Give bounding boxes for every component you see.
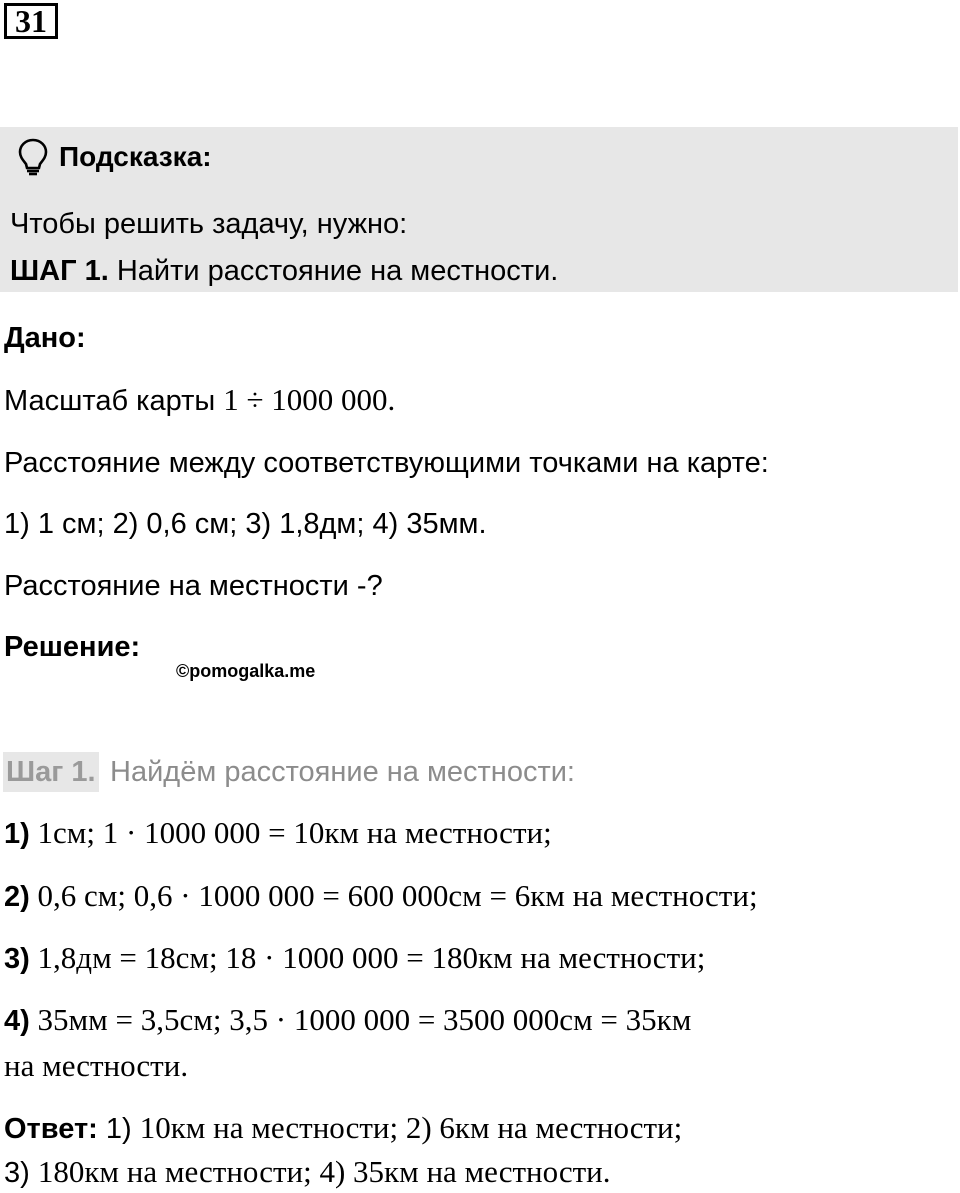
answer-line-2-text: 180км на местности; 4) 35км на местности. xyxy=(37,1154,611,1189)
hint-intro: Чтобы решить задачу, нужно: xyxy=(10,208,408,240)
hint-step xyxy=(10,251,558,291)
line-text: 1см; 1 · 1000 000 = 10км на местности; xyxy=(29,815,552,850)
solution-title: Решение: xyxy=(4,631,141,663)
solution-line-2 xyxy=(4,876,758,917)
solution-line-1 xyxy=(4,813,552,854)
given-scale xyxy=(4,380,395,421)
line-number: 2) xyxy=(4,881,30,913)
watermark: ©pomogalka.me xyxy=(176,661,316,681)
line-number: 4) xyxy=(4,1005,30,1037)
hint-title: Подсказка: xyxy=(59,141,212,172)
given-question: Расстояние на местности -? xyxy=(4,570,383,602)
solution-step-label: Шаг 1. xyxy=(3,752,99,792)
given-title: Дано: xyxy=(4,322,86,354)
task-number: 31 xyxy=(4,3,58,39)
answer-item-1-num: 1) xyxy=(97,1113,140,1145)
solution-line-4-continuation: на местности. xyxy=(4,1048,189,1083)
solution-line-3 xyxy=(4,938,705,979)
answer-line-2 xyxy=(4,1152,611,1193)
hint-step-label: ШАГ 1. xyxy=(10,255,109,287)
answer-line-1 xyxy=(4,1108,682,1149)
scale-value: 1 ÷ 1000 000. xyxy=(223,382,396,417)
lightbulb-icon xyxy=(16,137,50,177)
line-number: 3) xyxy=(4,943,30,975)
answer-line-1-text: 10км на местности; 2) 6км на местности; xyxy=(139,1110,683,1145)
answer-item-3-num: 3) xyxy=(4,1157,38,1189)
given-distances: 1) 1 см; 2) 0,6 см; 3) 1,8дм; 4) 35мм. xyxy=(4,508,487,540)
given-distance-label: Расстояние между соответствующими точками на карте: xyxy=(4,447,769,479)
line-text: 35мм = 3,5см; 3,5 · 1000 000 = 3500 000см = 35км xyxy=(29,1002,692,1037)
hint-step-text: Найти расстояние на местности. xyxy=(108,255,559,287)
line-text: 0,6 см; 0,6 · 1000 000 = 600 000см = 6км на местности; xyxy=(29,878,758,913)
answer-label: Ответ: xyxy=(4,1113,98,1145)
scale-prefix: Масштаб карты xyxy=(4,385,224,417)
line-number: 1) xyxy=(4,818,30,850)
solution-line-4 xyxy=(4,1000,691,1041)
line-text: 1,8дм = 18см; 18 · 1000 000 = 180км на местности; xyxy=(29,940,706,975)
solution-step-text: Найдём расстояние на местности: xyxy=(110,756,575,788)
